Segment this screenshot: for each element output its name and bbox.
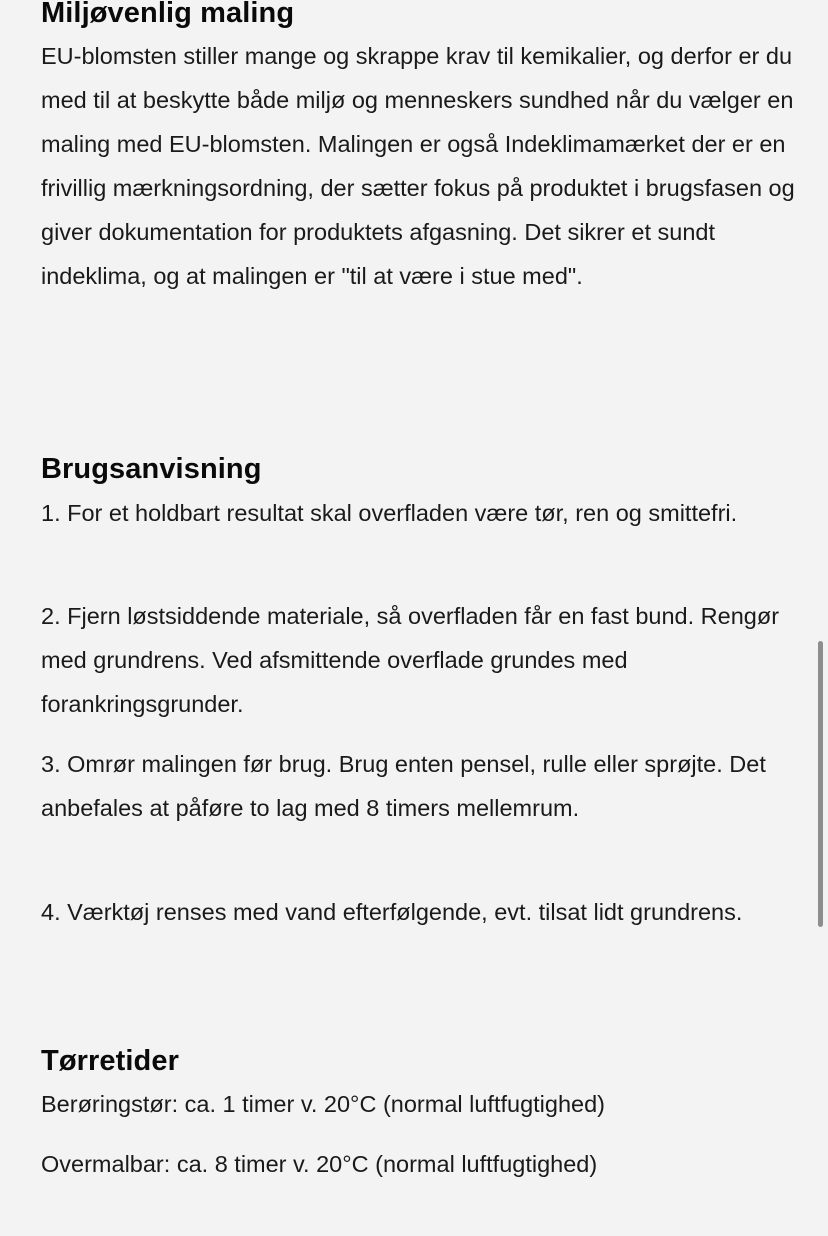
instruction-step-1: 1. For et holdbart resultat skal overfladen være tør, ren og smittefri. bbox=[41, 500, 738, 526]
drying-recoatable: Overmalbar: ca. 8 timer v. 20°C (normal luftfugtighed) bbox=[41, 1151, 598, 1177]
environment-body: EU-blomsten stiller mange og skrappe krav til kemikalier, og derfor er du med til at beskytte både miljø og menneskers sundhed når du vælger en maling med EU-blomsten. Malingen er også Indeklimamærket der er en frivillig mærkningsordning, der sætter fokus på produktet i brugsfasen og giver dokumentation for produktets afgasning. Det sikrer et sundt indeklima, og at malingen er "til at være i stue med". bbox=[41, 43, 795, 289]
instruction-step-4: 4. Værktøj renses med vand efterfølgende, evt. tilsat lidt grundrens. bbox=[41, 899, 743, 925]
vertical-scrollbar[interactable] bbox=[818, 641, 823, 927]
instruction-step-3: 3. Omrør malingen før brug. Brug enten pensel, rulle eller sprøjte. Det anbefales at påføre to lag med 8 timers mellemrum. bbox=[41, 751, 766, 821]
instructions-heading: Brugsanvisning bbox=[41, 453, 262, 485]
instruction-step-2: 2. Fjern løstsiddende materiale, så overfladen får en fast bund. Rengør med grundrens. Ved afsmittende overflade grundes med forankringsgrunder. bbox=[41, 603, 780, 717]
drying-heading: Tørretider bbox=[41, 1045, 179, 1077]
environment-heading: Miljøvenlig maling bbox=[41, 0, 295, 29]
drying-touch-dry: Berøringstør: ca. 1 timer v. 20°C (normal luftfugtighed) bbox=[41, 1091, 606, 1117]
